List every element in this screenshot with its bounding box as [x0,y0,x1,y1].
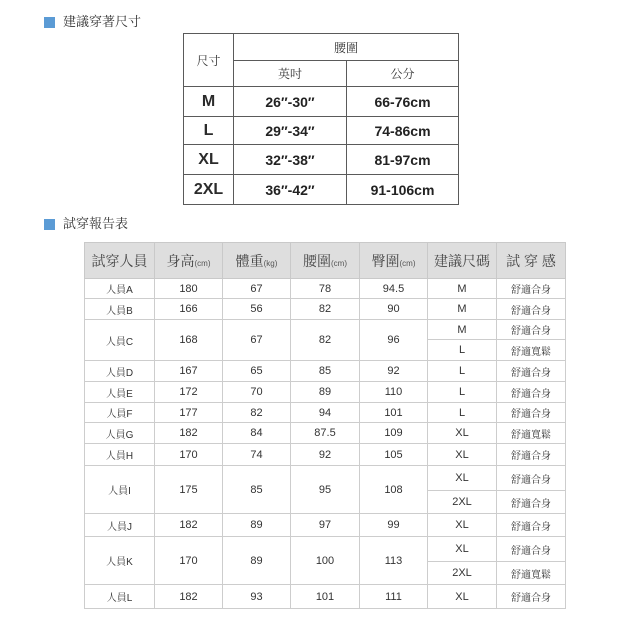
tester-row [85,361,566,382]
fit-feeling: 舒適合身 [497,320,566,340]
tester-weight: 74 [223,444,291,466]
tester-height: 170 [155,444,223,466]
tester-name: 人員J [85,514,155,537]
waist-column-header [291,243,360,279]
size-row [184,175,459,205]
tester-waist: 85 [291,361,360,382]
tester-row [85,320,566,340]
tester-row [85,514,566,537]
recommended-size: XL [428,444,497,466]
column-unit: (cm) [331,258,347,268]
tester-row [85,382,566,403]
tester-name: 人員E [85,382,155,403]
fit-feeling: 舒適寬鬆 [497,562,566,585]
column-unit: (cm) [194,258,211,268]
tester-name: 人員C [85,320,155,361]
fit-feeling: 舒適合身 [497,279,566,299]
tester-column-header [85,243,155,279]
size-row [184,145,459,175]
size-label: 2XL [184,175,234,205]
tester-weight: 67 [223,279,291,299]
column-label: 體重 [235,252,264,269]
tester-row [85,444,566,466]
tester-height: 170 [155,537,223,585]
tester-row [85,537,566,562]
column-label: 腰圍 [303,252,331,269]
recommended-size: L [428,382,497,403]
tester-waist: 100 [291,537,360,585]
tester-height: 175 [155,466,223,514]
height-column-header [155,243,223,279]
tester-hip: 94.5 [360,279,428,299]
tester-hip: 105 [360,444,428,466]
tester-hip: 99 [360,514,428,537]
tester-waist: 87.5 [291,423,360,444]
waist-cm-range: 66-76cm [347,87,459,117]
fit-feeling: 舒適合身 [497,585,566,609]
waist-inch-range: 36″-42″ [234,175,347,205]
tester-name: 人員K [85,537,155,585]
fit-feeling: 舒適合身 [497,361,566,382]
column-label: 試穿人員 [91,252,148,269]
tester-hip: 96 [360,320,428,361]
size-label: XL [184,145,234,175]
tester-name: 人員D [85,361,155,382]
tester-hip: 110 [360,382,428,403]
fit-feeling: 舒適合身 [497,514,566,537]
waist-column-header: 腰圍 [234,34,459,61]
recommended-size: XL [428,466,497,491]
waist-inch-range: 32″-38″ [234,145,347,175]
tester-name: 人員G [85,423,155,444]
tester-weight: 85 [223,466,291,514]
fit-feeling: 舒適合身 [497,444,566,466]
fit-feeling: 舒適合身 [497,299,566,320]
tester-waist: 89 [291,382,360,403]
size-label: M [184,87,234,117]
tester-waist: 82 [291,299,360,320]
recommended-size: M [428,279,497,299]
tester-height: 167 [155,361,223,382]
tester-name: 人員H [85,444,155,466]
tester-hip: 92 [360,361,428,382]
tester-row [85,585,566,609]
tester-waist: 82 [291,320,360,361]
recommended-size: XL [428,514,497,537]
tester-height: 177 [155,403,223,423]
tester-weight: 70 [223,382,291,403]
size-column-header: 尺寸 [184,34,234,87]
tester-waist: 92 [291,444,360,466]
fit-report-table [84,242,566,609]
recommended-size: 2XL [428,562,497,585]
waist-cm-range: 74-86cm [347,117,459,145]
column-unit: (cm) [399,258,416,268]
tester-row [85,466,566,491]
waist-cm-range: 91-106cm [347,175,459,205]
tester-height: 182 [155,423,223,444]
fit-report-title: 試穿報告表 [63,216,129,231]
tester-waist: 97 [291,514,360,537]
inch-column-header: 英吋 [234,61,347,87]
recommended-size: XL [428,423,497,444]
tester-weight: 67 [223,320,291,361]
fit-report-heading [44,217,128,231]
recommended-size: XL [428,537,497,562]
column-label: 身高 [166,252,195,269]
square-bullet-icon [44,17,55,28]
square-bullet-icon [44,219,55,230]
tester-height: 180 [155,279,223,299]
tester-hip: 113 [360,537,428,585]
tester-height: 172 [155,382,223,403]
tester-weight: 84 [223,423,291,444]
tester-weight: 65 [223,361,291,382]
tester-height: 182 [155,585,223,609]
size-label: L [184,117,234,145]
recommended-size: M [428,320,497,340]
tester-row [85,299,566,320]
tester-row [85,423,566,444]
tester-hip: 108 [360,466,428,514]
waist-cm-range: 81-97cm [347,145,459,175]
tester-waist: 101 [291,585,360,609]
size-row [184,117,459,145]
tester-height: 166 [155,299,223,320]
tester-waist: 95 [291,466,360,514]
tester-waist: 94 [291,403,360,423]
hip-column-header [360,243,428,279]
tester-weight: 93 [223,585,291,609]
waist-inch-range: 26″-30″ [234,87,347,117]
fit-feeling: 舒適寬鬆 [497,423,566,444]
recommended-size: 2XL [428,491,497,514]
fit-feeling: 舒適合身 [497,491,566,514]
recommended-size: L [428,361,497,382]
tester-waist: 78 [291,279,360,299]
fit-feeling-column-header [497,243,566,279]
tester-height: 182 [155,514,223,537]
tester-name: 人員A [85,279,155,299]
column-label: 試 穿 感 [506,252,556,269]
fit-feeling: 舒適合身 [497,537,566,562]
tester-row [85,403,566,423]
tester-weight: 56 [223,299,291,320]
fit-feeling: 舒適合身 [497,382,566,403]
tester-name: 人員I [85,466,155,514]
tester-name: 人員F [85,403,155,423]
cm-column-header: 公分 [347,61,459,87]
tester-hip: 111 [360,585,428,609]
column-label: 建議尺碼 [434,252,490,269]
size-guide-title: 建議穿著尺寸 [63,14,142,29]
tester-height: 168 [155,320,223,361]
size-row [184,87,459,117]
recommended-size: L [428,403,497,423]
report-header-row [85,243,566,279]
fit-feeling: 舒適合身 [497,466,566,491]
tester-row [85,279,566,299]
tester-name: 人員L [85,585,155,609]
column-unit: (kg) [263,258,278,268]
recommended-size: L [428,340,497,361]
recommended-size: M [428,299,497,320]
fit-feeling: 舒適合身 [497,403,566,423]
recommended-size-column-header [428,243,497,279]
waist-inch-range: 29″-34″ [234,117,347,145]
tester-weight: 89 [223,537,291,585]
fit-feeling: 舒適寬鬆 [497,340,566,361]
size-guide-table [183,33,459,205]
tester-hip: 101 [360,403,428,423]
weight-column-header [223,243,291,279]
size-guide-heading [44,15,141,29]
tester-weight: 89 [223,514,291,537]
tester-hip: 90 [360,299,428,320]
recommended-size: XL [428,585,497,609]
size-table-header-row [184,34,459,61]
tester-weight: 82 [223,403,291,423]
tester-name: 人員B [85,299,155,320]
tester-hip: 109 [360,423,428,444]
column-label: 臀圍 [371,252,400,269]
